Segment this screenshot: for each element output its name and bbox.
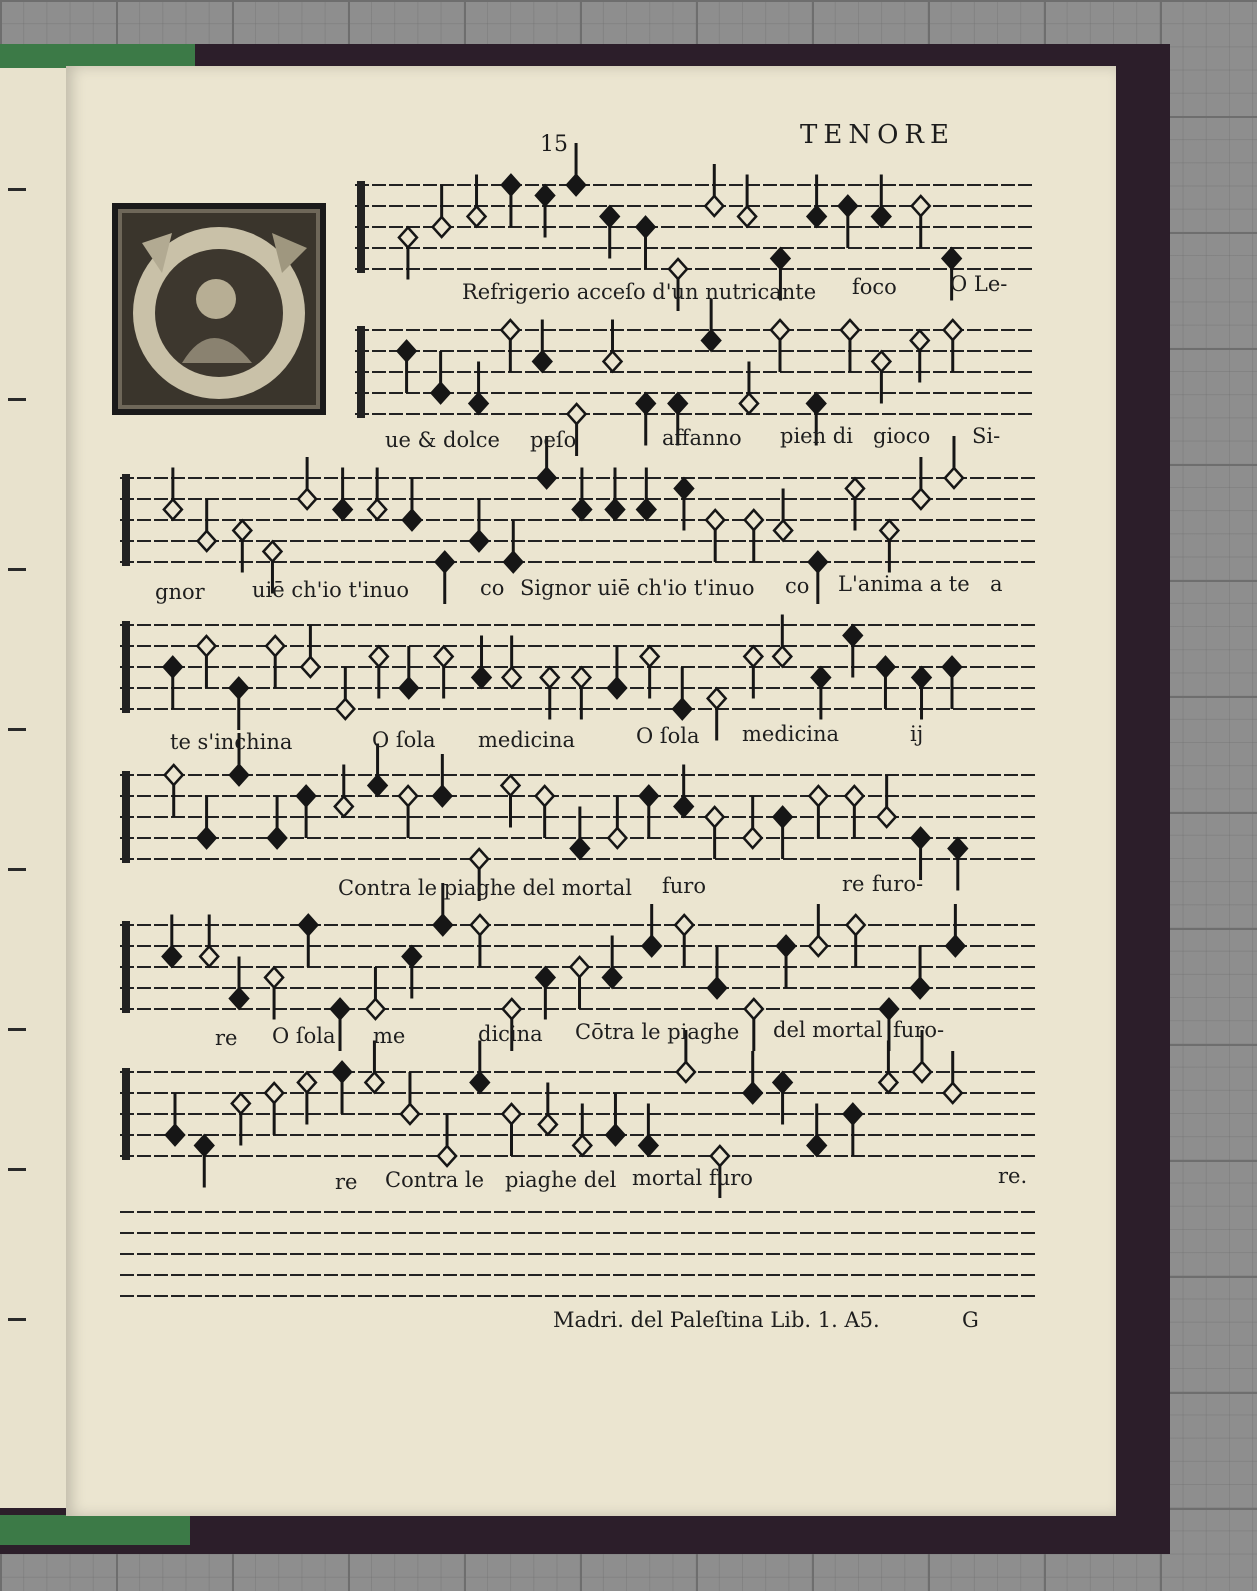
note-head [774,521,792,541]
note-head [603,968,621,988]
note-head [266,636,284,656]
note-head [809,552,827,572]
clef-icon [122,1068,130,1160]
note-head [677,1062,695,1082]
note-head [571,957,589,977]
note-head [368,500,386,520]
note-head [880,521,898,541]
note-head [538,468,556,488]
note-head [400,678,418,698]
lyric: O ſola [372,728,436,752]
note-head [943,657,961,677]
note-head [230,989,248,1009]
note-head [744,647,762,667]
note-head [812,668,830,688]
note-head [880,999,898,1019]
lyric: peſo [530,428,577,452]
note-head [399,786,417,806]
lyric: O Le- [950,272,1008,296]
note-head [470,394,488,414]
lyric: Signor uiē ch'io t'inuo [520,576,755,600]
lyric: ue & dolce [385,428,500,452]
note-head [949,839,967,859]
note-head [366,999,384,1019]
note-head [839,196,857,216]
note-head [675,915,693,935]
lyric: re [335,1170,358,1194]
note-head [844,1104,862,1124]
note-head [809,786,827,806]
lyric: re [842,872,865,896]
note-head [872,207,890,227]
note-head [370,647,388,667]
lyric: furo- [872,872,924,896]
note-head [536,786,554,806]
lyric: mortal furo [632,1166,753,1190]
note-head [911,331,929,351]
note-head [846,479,864,499]
lyric: Si- [972,424,1001,448]
clef-icon [122,921,130,1013]
note-head [841,320,859,340]
note-head [232,1094,250,1114]
note-head [807,394,825,414]
lyric: medicina [478,728,576,752]
lyric: me [373,1024,406,1048]
note-head [533,352,551,372]
lyric: L'anima a te [838,572,970,596]
note-head [468,207,486,227]
note-head [263,542,281,562]
note-head [774,807,792,827]
note-head [164,657,182,677]
note-head [740,394,758,414]
lyric: pien di [780,424,853,448]
note-head [572,668,590,688]
lyric: medicina [742,722,840,746]
lyric: dicina [478,1022,543,1046]
note-head [944,320,962,340]
note-head [502,1104,520,1124]
lyric: furo [662,874,706,898]
note-head [573,500,591,520]
note-head [777,936,795,956]
note-head [432,383,450,403]
lyric: co [785,574,810,598]
lyric: O ſola [636,724,700,748]
note-head [536,968,554,988]
note-head [333,1062,351,1082]
note-head [567,175,585,195]
note-head [198,531,216,551]
note-head [913,668,931,688]
clef-icon [122,621,130,713]
note-head [944,1083,962,1103]
note-head [604,352,622,372]
note-head [200,947,218,967]
note-head [809,936,827,956]
note-head [771,249,789,269]
note-head [403,510,421,530]
note-head [708,689,726,709]
note-head [541,668,559,688]
note-head [568,404,586,424]
note-head [872,352,890,372]
note-head [608,678,626,698]
note-head [435,647,453,667]
note-head [335,797,353,817]
note-head [436,552,454,572]
note-head [774,1073,792,1093]
note-head [299,915,317,935]
note-head [641,647,659,667]
lyric: O ſola [272,1024,336,1048]
note-head [470,531,488,551]
note-head [879,1073,897,1093]
note-head [744,828,762,848]
note-head [673,699,691,719]
note-head [297,786,315,806]
note-head [745,999,763,1019]
clef-icon [357,326,365,418]
note-head [433,217,451,237]
note-head [706,510,724,530]
note-head [844,626,862,646]
note-head [705,196,723,216]
footer-signature-line: Madri. del Paleſtina Lib. 1. A5. [553,1308,880,1332]
clef-icon [122,771,130,863]
note-head [503,999,521,1019]
note-head [334,500,352,520]
note-head [166,1125,184,1145]
lyric: Refrigerio acceſo d'un nutricante [462,280,817,304]
note-head [502,175,520,195]
note-head [606,1125,624,1145]
note-head [744,1083,762,1103]
clef-icon [122,474,130,566]
note-head [571,839,589,859]
note-head [233,521,251,541]
note-head [298,1073,316,1093]
page-number: 15 [540,132,568,157]
part-heading: TENORE [800,120,955,150]
note-head [878,807,896,827]
note-head [669,259,687,279]
note-head [536,186,554,206]
note-head [198,828,216,848]
note-head [365,1073,383,1093]
note-head [669,394,687,414]
note-head [504,552,522,572]
lyric: gioco [873,424,931,448]
note-head [808,1136,826,1156]
lyric: uiē ch'io t'inuo [252,578,410,602]
note-head [433,786,451,806]
clef-icon [357,181,365,273]
note-head [773,647,791,667]
lyric: gnor [155,580,205,604]
lyric: piaghe del [505,1168,617,1192]
note-head [471,1073,489,1093]
note-head [434,915,452,935]
lyric: furo- [893,1018,945,1042]
note-head [912,196,930,216]
note-head [573,1136,591,1156]
note-head [637,394,655,414]
note-head [165,765,183,785]
lyric: te s'inchina [170,730,293,754]
note-head [265,1083,283,1103]
note-head [331,999,349,1019]
note-head [268,828,286,848]
note-head [640,786,658,806]
lyric: del mortal [773,1018,883,1042]
lyric: ij [910,722,924,746]
note-head [501,776,519,796]
note-head [501,320,519,340]
note-head [675,479,693,499]
note-head [738,207,756,227]
note-head [745,510,763,530]
note-head [945,468,963,488]
gathering-signature: G [962,1308,979,1332]
note-head [808,207,826,227]
note-head [708,978,726,998]
note-head [399,228,417,248]
note-head [637,500,655,520]
note-head [473,668,491,688]
note-head [946,936,964,956]
note-head [675,797,693,817]
note-head [298,489,316,509]
lyric: affanno [662,426,742,450]
lyric: a [990,572,1003,596]
note-head [706,807,724,827]
lyric: Cōtra le piaghe [575,1020,740,1044]
note-head [606,500,624,520]
note-head [195,1136,213,1156]
note-head [637,217,655,237]
note-head [913,1062,931,1082]
note-head [163,947,181,967]
note-head [845,786,863,806]
note-head [601,207,619,227]
note-head [164,500,182,520]
note-head [943,249,961,269]
note-head [471,915,489,935]
note-head [230,678,248,698]
note-head [539,1115,557,1135]
note-head [876,657,894,677]
note-head [912,828,930,848]
note-head [912,489,930,509]
note-head [336,699,354,719]
note-head [403,947,421,967]
note-head [398,341,416,361]
note-head [847,915,865,935]
note-head [711,1146,729,1166]
lyric: re. [998,1164,1028,1188]
note-head [369,776,387,796]
note-head [197,636,215,656]
note-head [639,1136,657,1156]
lyric: re [215,1026,238,1050]
lyric: co [480,576,505,600]
note-head [230,765,248,785]
note-head [470,849,488,869]
note-head [771,320,789,340]
note-head [265,968,283,988]
note-head [503,668,521,688]
note-head [438,1146,456,1166]
lyric: Contra le [385,1168,485,1192]
note-head [702,331,720,351]
lyric: foco [852,275,897,299]
note-head [401,1104,419,1124]
note-head [301,657,319,677]
lyric: Contra le piaghe del mortal [338,876,633,900]
note-head [643,936,661,956]
note-head [911,978,929,998]
note-head [608,828,626,848]
